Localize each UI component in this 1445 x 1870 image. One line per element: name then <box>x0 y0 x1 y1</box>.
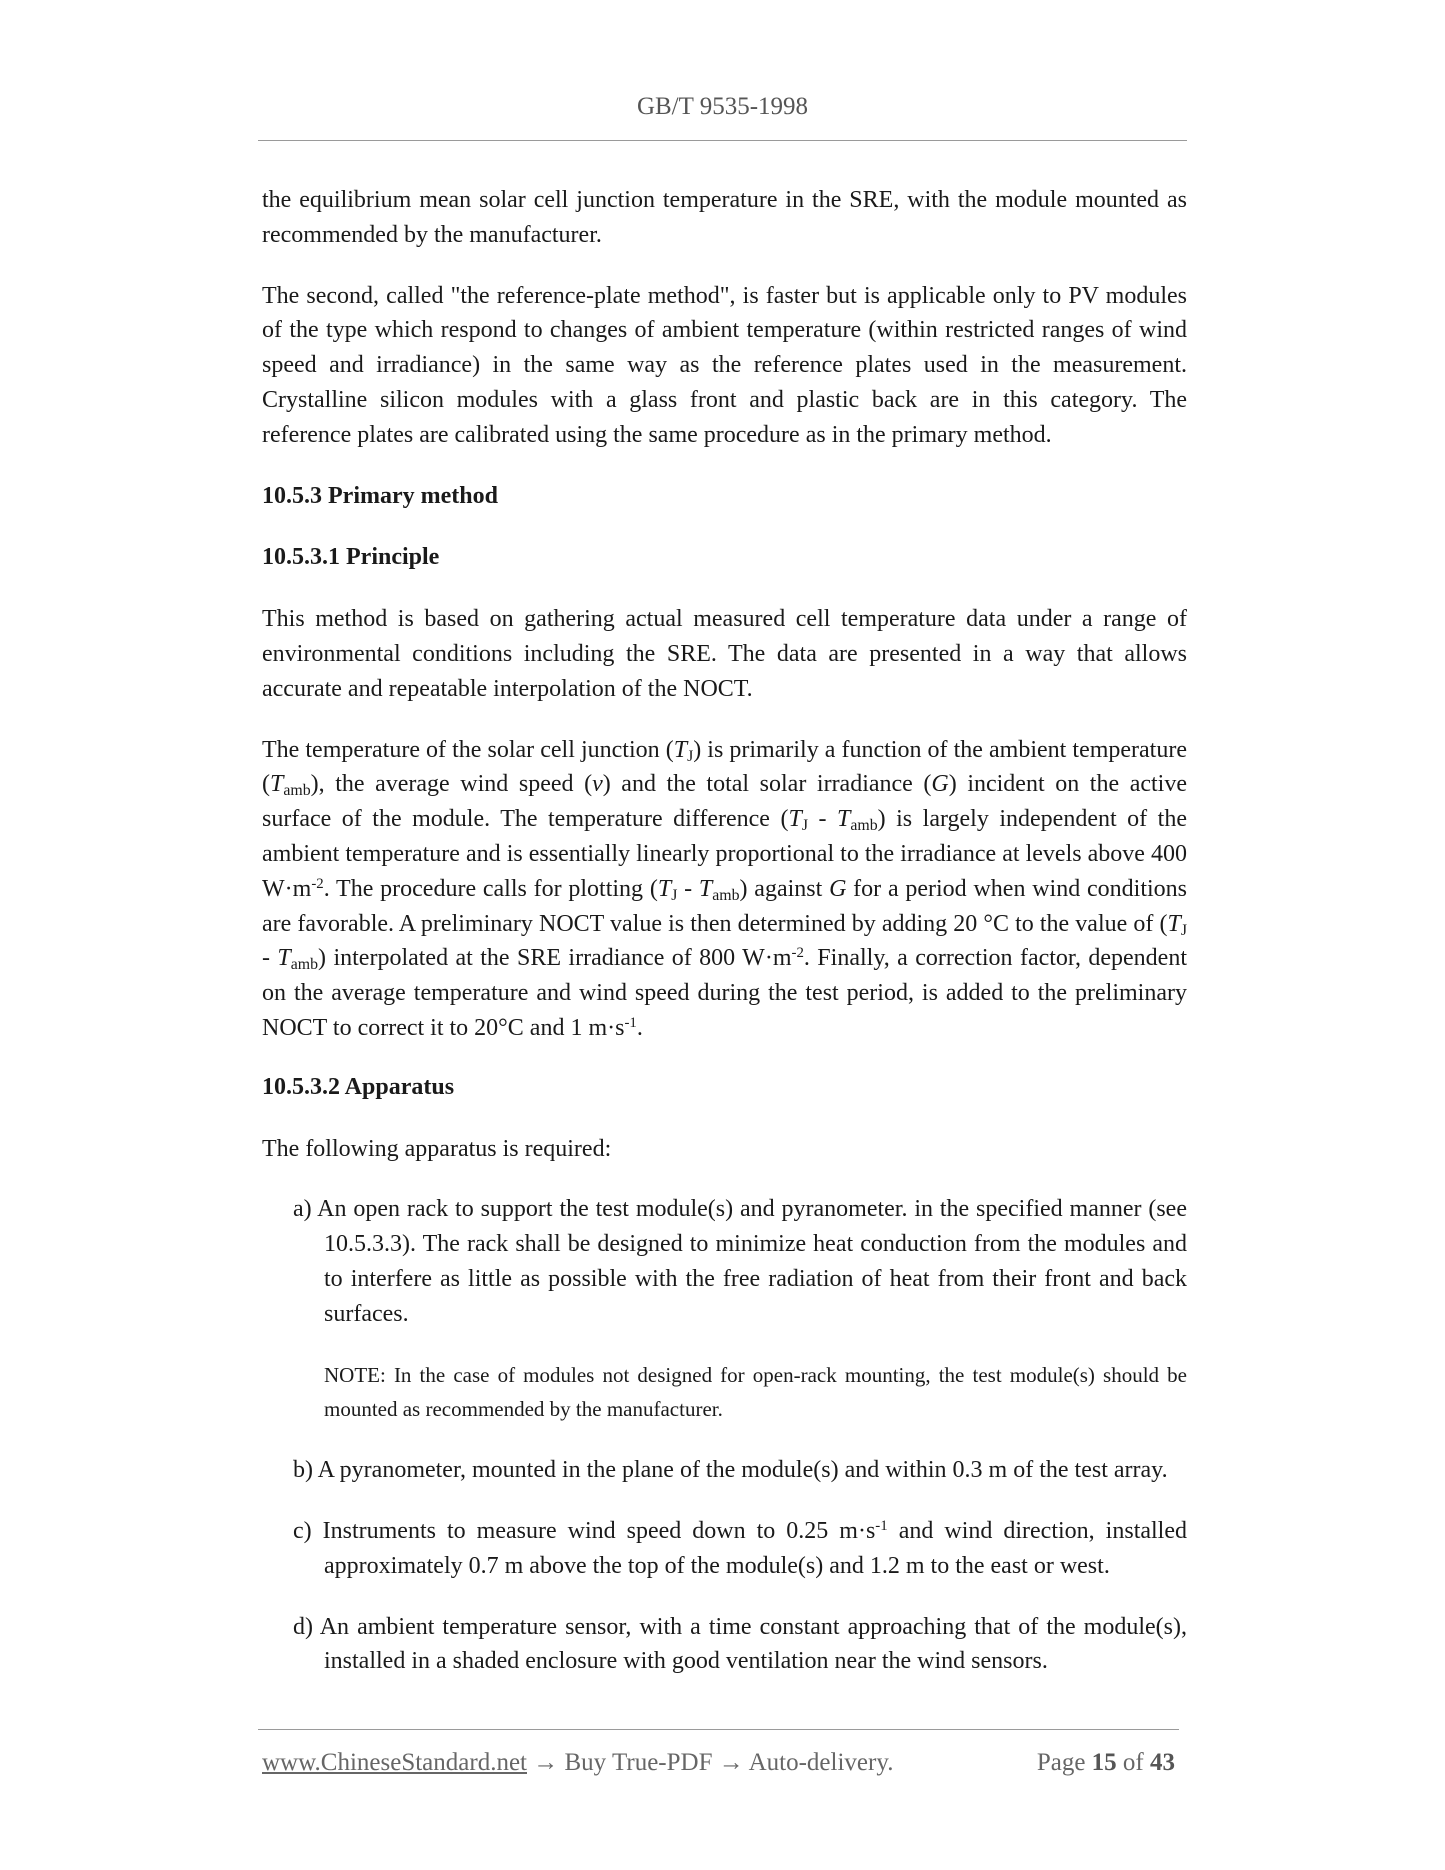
list-item-c: c) Instruments to measure wind speed down to 0.25 $m\cdot s^{-1}$ and wind direction, installed approximately 0.7 m above the top of the module(s) and 1.2 m to the east or west. <box>293 1517 1187 1579</box>
document-body <box>262 183 1187 1705</box>
buy-pdf-text: Buy True-PDF <box>564 1749 713 1776</box>
list-item-d: d) An ambient temperature sensor, with a time constant approaching that of the module(s), installed in a shaded enclosure with good ventilation near the wind sensors. <box>293 1613 1187 1675</box>
paragraph-principle: This method is based on gathering actual measured cell temperature data under a range of environmental conditions including the SRE. The data are presented in a way that allows accurate and repeatable interpolation of the NOCT. <box>262 606 1187 702</box>
section-heading-principle: 10.5.3.1 Principle <box>262 544 440 571</box>
website-link[interactable]: www.ChineseStandard.net <box>262 1749 527 1776</box>
paragraph-apparatus-intro: The following apparatus is required: <box>262 1135 612 1162</box>
arrow-right-icon: → <box>533 1749 559 1776</box>
header-divider <box>258 140 1187 141</box>
paragraph-continuation: the equilibrium mean solar cell junction temperature in the SRE, with the module mounted as recommended by the manufacturer. <box>262 187 1187 248</box>
paragraph-reference-plate-method: The second, called "the reference-plate method", is faster but is applicable only to PV modules of the type which respond to changes of ambient temperature (within restricted ranges of wind speed and irradiance) in the same way as the reference plates used in the measurement. Crystalline silicon modules with a glass front and plastic back are in this category. The reference plates are calibrated using the same procedure as in the primary method. <box>262 282 1187 448</box>
auto-delivery-text: Auto-delivery. <box>748 1749 894 1776</box>
section-heading-primary-method: 10.5.3 Primary method <box>262 482 498 509</box>
note-open-rack: NOTE: In the case of modules not designed for open-rack mounting, the test module(s) should be mounted as recommended by the manufacturer. <box>324 1362 1187 1422</box>
page-header-title: GB/T 9535-1998 <box>636 93 809 120</box>
of-label: of <box>1122 1749 1144 1776</box>
arrow-right-icon: → <box>718 1749 744 1776</box>
page-label: Page <box>1036 1749 1086 1776</box>
list-item-a: a) An open rack to support the test module(s) and pyranometer. in the specified manner (see 10.5.3.3). The rack shall be designed to minimize heat conduction from the modules and to interfere as little as possible with the free radiation of heat from their front and back surfaces. <box>293 1196 1187 1327</box>
footer-divider <box>258 1729 1179 1730</box>
total-pages: 43 <box>1150 1749 1175 1776</box>
list-item-b: b) A pyranometer, mounted in the plane of the module(s) and within 0.3 m of the test array. <box>293 1457 1168 1484</box>
paragraph-temperature-function: The temperature of the solar cell junction $(T_J)$ is primarily a function of the ambient temperature $(T_{amb})$, the average wind speed (v) and the total solar irradiance (G) incident on the active surface of the module. The temperature difference $(T_J - T_{amb})$ is largely independent of the ambient temperature and is essentially linearly proportional to the irradiance at levels above 400 $W\cdot m^{-2}$. The procedure calls for plotting $(T_J - T_{amb})$ against G for a period when wind conditions are favorable. A preliminary NOCT value is then determined by adding 20 °C to the value of $(T_J - T_{amb})$ interpolated at the SRE irradiance of 800 $W\cdot m^{-2}$. Finally, a correction factor, dependent on the average temperature and wind speed during the test period, is added to the preliminary NOCT to correct it to 20°C and 1 $m\cdot s^{-1}$. <box>262 736 1187 1041</box>
page-number-indicator <box>1037 1748 1175 1778</box>
footer-promo <box>262 1748 893 1778</box>
section-heading-apparatus: 10.5.3.2 Apparatus <box>262 1073 455 1100</box>
current-page-number: 15 <box>1091 1749 1117 1776</box>
